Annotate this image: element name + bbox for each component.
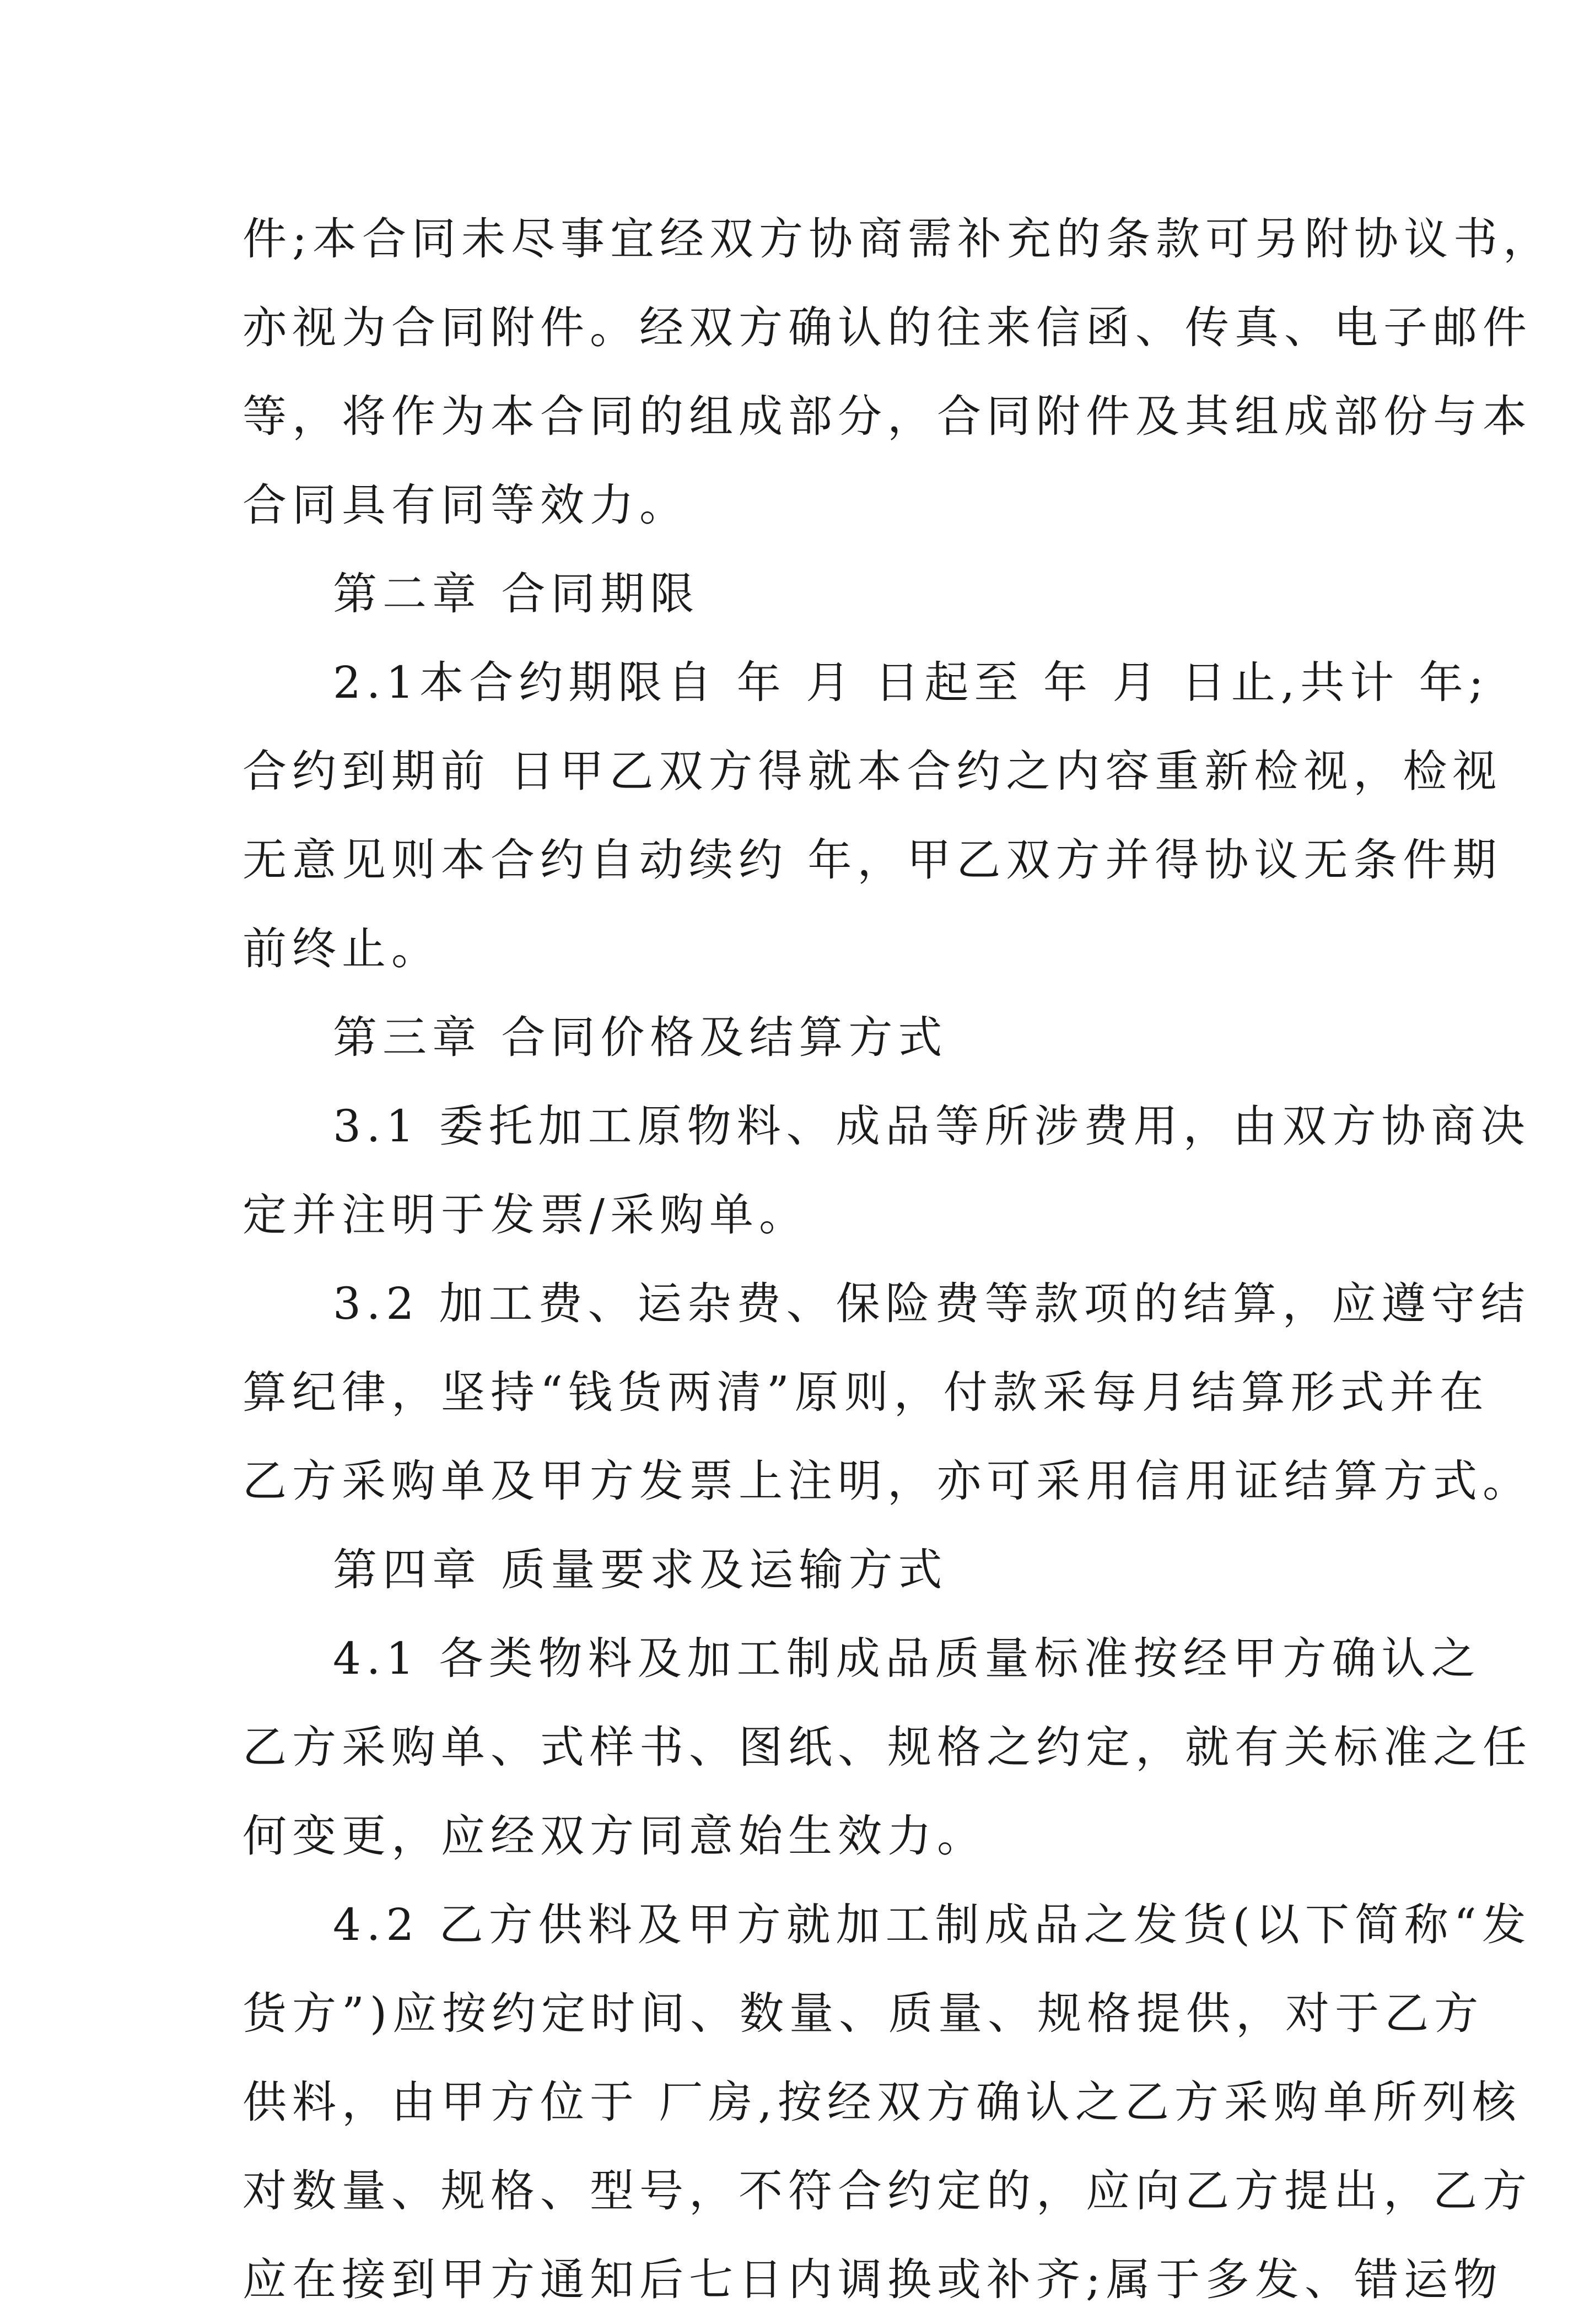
- text-line: 等，将作为本合同的组成部分，合同附件及其组成部份与本: [243, 391, 1532, 442]
- text-line: 货方”)应按约定时间、数量、质量、规格提供，对于乙方: [243, 1988, 1484, 2039]
- chapter-heading: 第三章 合同价格及结算方式: [333, 1012, 948, 1063]
- text-line: 件;本合同未尽事宜经双方协商需补充的条款可另附协议书，: [243, 213, 1553, 265]
- text-line: 乙方采购单及甲方发票上注明，亦可采用信用证结算方式。: [243, 1455, 1532, 1507]
- text-line: 对数量、规格、型号，不符合约定的，应向乙方提出，乙方: [243, 2165, 1532, 2217]
- text-line: 亦视为合同附件。经双方确认的往来信函、传真、电子邮件: [243, 302, 1532, 353]
- text-line: 合约到期前 日甲乙双方得就本合约之内容重新检视，检视: [243, 746, 1502, 797]
- text-line: 供料，由甲方位于 厂房,按经双方确认之乙方采购单所列核: [243, 2077, 1522, 2128]
- contract-body-text: [243, 195, 1553, 2324]
- clause-line: 2.1本合约期限自 年 月 日起至 年 月 日止,共计 年;: [333, 657, 1489, 708]
- text-line: 合同具有同等效力。: [243, 479, 689, 531]
- text-line: 前终止。: [243, 923, 441, 974]
- text-line: 定并注明于发票/采购单。: [243, 1189, 809, 1241]
- clause-line: 3.2 加工费、运杂费、保险费等款项的结算，应遵守结: [333, 1278, 1531, 1329]
- text-line: 无意见则本合约自动续约 年，甲乙双方并得协议无条件期: [243, 834, 1502, 886]
- chapter-heading: 第二章 合同期限: [333, 568, 700, 619]
- text-line: 应在接到甲方通知后七日内调换或补齐;属于多发、错运物: [243, 2254, 1503, 2305]
- text-line: 乙方采购单、式样书、图纸、规格之约定，就有关标准之任: [243, 1722, 1532, 1773]
- clause-line: 4.2 乙方供料及甲方就加工制成品之发货(以下简称“发: [333, 1899, 1532, 1950]
- text-line: 何变更，应经双方同意始生效力。: [243, 1810, 987, 1862]
- chapter-heading: 第四章 质量要求及运输方式: [333, 1544, 948, 1595]
- text-line: 算纪律，坚持“钱货两清”原则，付款采每月结算形式并在: [243, 1367, 1489, 1418]
- clause-line: 3.1 委托加工原物料、成品等所涉费用，由双方协商决: [333, 1101, 1531, 1152]
- clause-line: 4.1 各类物料及加工制成品质量标准按经甲方确认之: [333, 1633, 1481, 1684]
